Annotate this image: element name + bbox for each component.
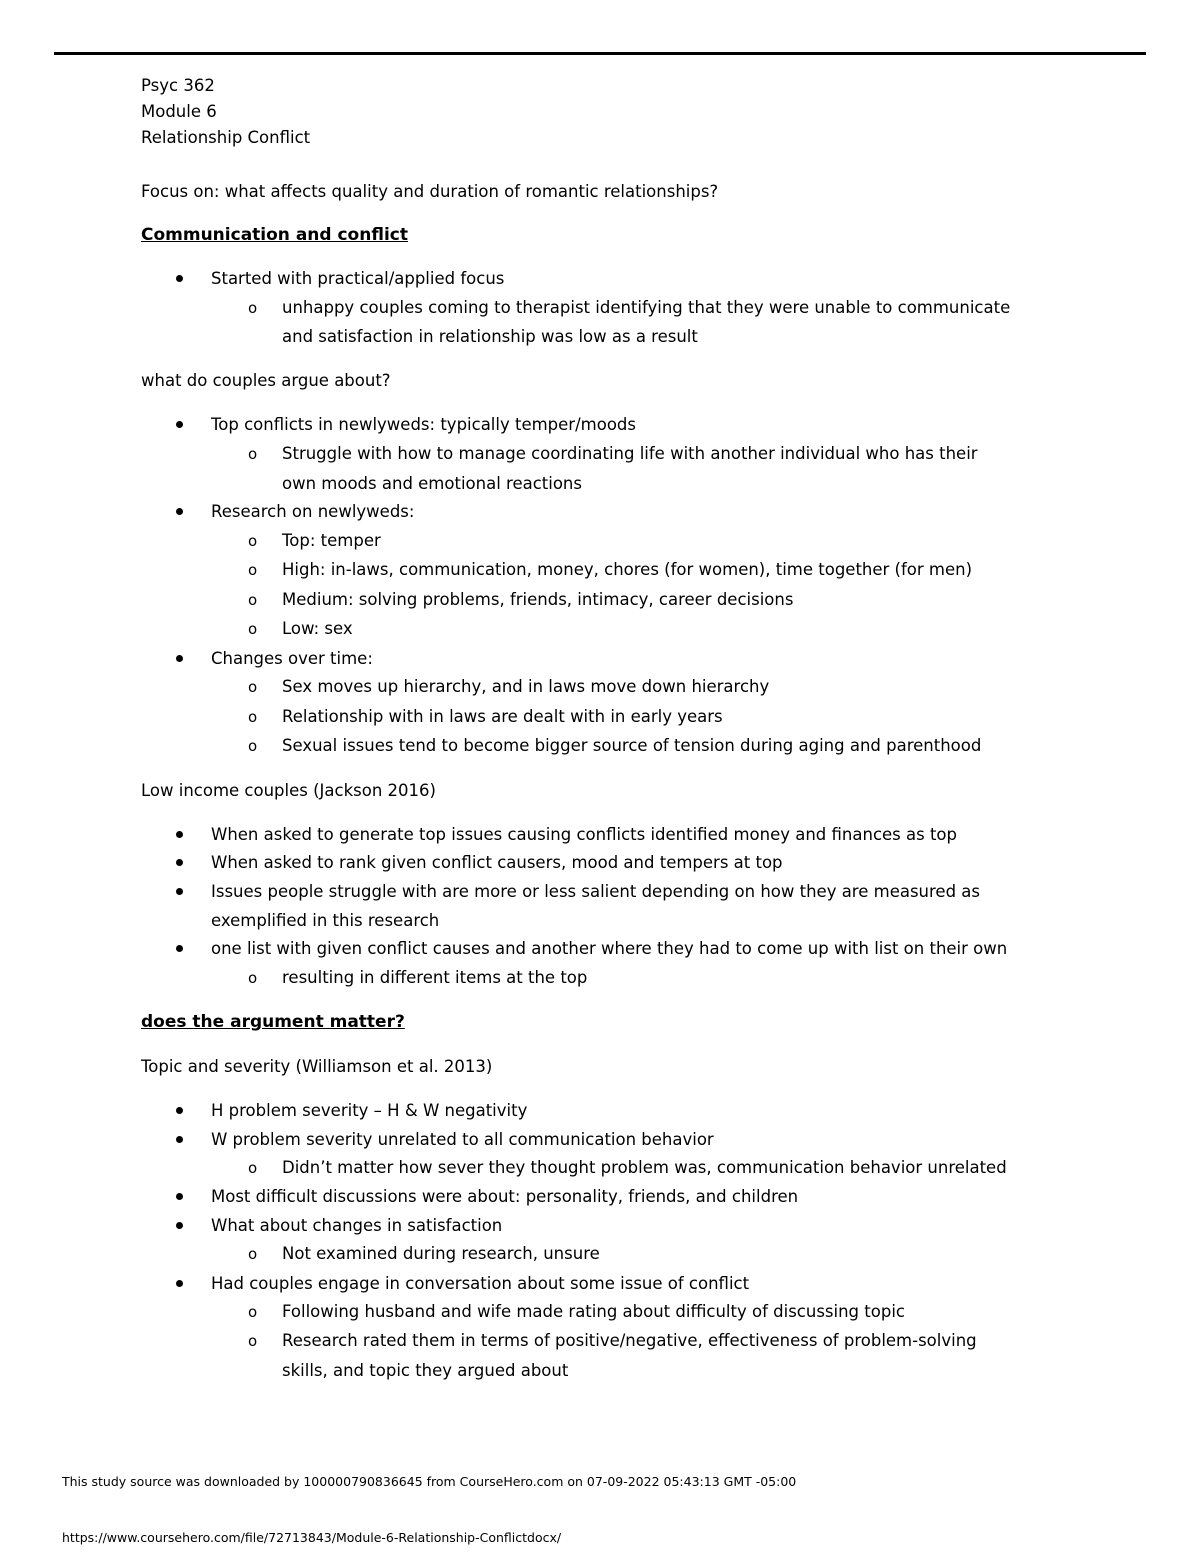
sub-bullet-icon: o: [248, 620, 258, 638]
sub-bullet-icon: o: [248, 1332, 258, 1350]
sub-list-item-continued: skills, and topic they argued about: [282, 1361, 569, 1380]
sub-list-item-continued: and satisfaction in relationship was low as a result: [282, 327, 698, 346]
sub-bullet-icon: o: [248, 445, 258, 463]
sub-bullet-icon: o: [248, 1303, 258, 1321]
bullet-icon: [176, 945, 183, 952]
focus-question: Focus on: what affects quality and duration of romantic relationships?: [141, 182, 719, 201]
bullet-icon: [176, 275, 183, 282]
list-item: Top conflicts in newlyweds: typically temper/moods: [211, 415, 636, 434]
sub-list-item-continued: own moods and emotional reactions: [282, 474, 582, 493]
list-item-continued: exemplified in this research: [211, 911, 440, 930]
sub-bullet-icon: o: [248, 1159, 258, 1177]
bullet-icon: [176, 1193, 183, 1200]
top-rule: [54, 52, 1146, 55]
bullet-icon: [176, 421, 183, 428]
list-item: Had couples engage in conversation about some issue of conflict: [211, 1274, 750, 1293]
sub-list-item: Relationship with in laws are dealt with in early years: [282, 707, 723, 726]
sub-bullet-icon: o: [248, 678, 258, 696]
sub-list-item: Sex moves up hierarchy, and in laws move down hierarchy: [282, 677, 770, 696]
sub-bullet-icon: o: [248, 737, 258, 755]
section-heading-communication: Communication and conflict: [141, 225, 408, 245]
list-item: Issues people struggle with are more or less salient depending on how they are measured as: [211, 882, 981, 901]
sub-list-item: Following husband and wife made rating about difficulty of discussing topic: [282, 1302, 905, 1321]
sub-list-item: unhappy couples coming to therapist identifying that they were unable to communicate: [282, 298, 1011, 317]
bullet-icon: [176, 1136, 183, 1143]
list-item: Changes over time:: [211, 649, 373, 668]
list-item: H problem severity – H & W negativity: [211, 1101, 528, 1120]
bullet-icon: [176, 1280, 183, 1287]
section-heading-argument: does the argument matter?: [141, 1012, 405, 1032]
sub-list-item: High: in-laws, communication, money, chores (for women), time together (for men): [282, 560, 973, 579]
list-item: What about changes in satisfaction: [211, 1216, 503, 1235]
sub-list-item: Didn’t matter how sever they thought problem was, communication behavior unrelated: [282, 1158, 1007, 1177]
sub-bullet-icon: o: [248, 708, 258, 726]
bullet-icon: [176, 1222, 183, 1229]
sub-bullet-icon: o: [248, 561, 258, 579]
sub-bullet-icon: o: [248, 591, 258, 609]
severity-title: Topic and severity (Williamson et al. 2013): [141, 1057, 493, 1076]
module-label: Module 6: [141, 102, 217, 121]
sub-list-item: Top: temper: [282, 531, 381, 550]
footer-url[interactable]: https://www.coursehero.com/file/72713843/Module-6-Relationship-Conflictdocx/: [62, 1530, 562, 1545]
course-code: Psyc 362: [141, 76, 215, 95]
sub-list-item: Not examined during research, unsure: [282, 1244, 600, 1263]
list-item: one list with given conflict causes and another where they had to come up with list on their own: [211, 939, 1008, 958]
list-item: When asked to generate top issues causing conflicts identified money and finances as top: [211, 825, 957, 844]
list-item: Most difficult discussions were about: personality, friends, and children: [211, 1187, 799, 1206]
bullet-icon: [176, 655, 183, 662]
sub-bullet-icon: o: [248, 532, 258, 550]
list-item: Started with practical/applied focus: [211, 269, 505, 288]
bullet-icon: [176, 831, 183, 838]
bullet-icon: [176, 1107, 183, 1114]
sub-bullet-icon: o: [248, 969, 258, 987]
lowincome-title: Low income couples (Jackson 2016): [141, 781, 436, 800]
sub-list-item: Sexual issues tend to become bigger source of tension during aging and parenthood: [282, 736, 982, 755]
sub-list-item: Low: sex: [282, 619, 353, 638]
list-item: W problem severity unrelated to all communication behavior: [211, 1130, 714, 1149]
sub-list-item: Medium: solving problems, friends, intimacy, career decisions: [282, 590, 794, 609]
sub-list-item: resulting in different items at the top: [282, 968, 588, 987]
footer-source-note: This study source was downloaded by 100000790836645 from CourseHero.com on 07-09-2022 05:43:13 GMT -05:00: [62, 1474, 797, 1489]
bullet-icon: [176, 508, 183, 515]
list-item: When asked to rank given conflict causers, mood and tempers at top: [211, 853, 783, 872]
bullet-icon: [176, 888, 183, 895]
list-item: Research on newlyweds:: [211, 502, 415, 521]
topic-title: Relationship Conflict: [141, 128, 311, 147]
sub-list-item: Struggle with how to manage coordinating life with another individual who has their: [282, 444, 978, 463]
sub-bullet-icon: o: [248, 1245, 258, 1263]
sub-bullet-icon: o: [248, 299, 258, 317]
sub-list-item: Research rated them in terms of positive/negative, effectiveness of problem-solving: [282, 1331, 977, 1350]
bullet-icon: [176, 859, 183, 866]
argue-title: what do couples argue about?: [141, 371, 391, 390]
